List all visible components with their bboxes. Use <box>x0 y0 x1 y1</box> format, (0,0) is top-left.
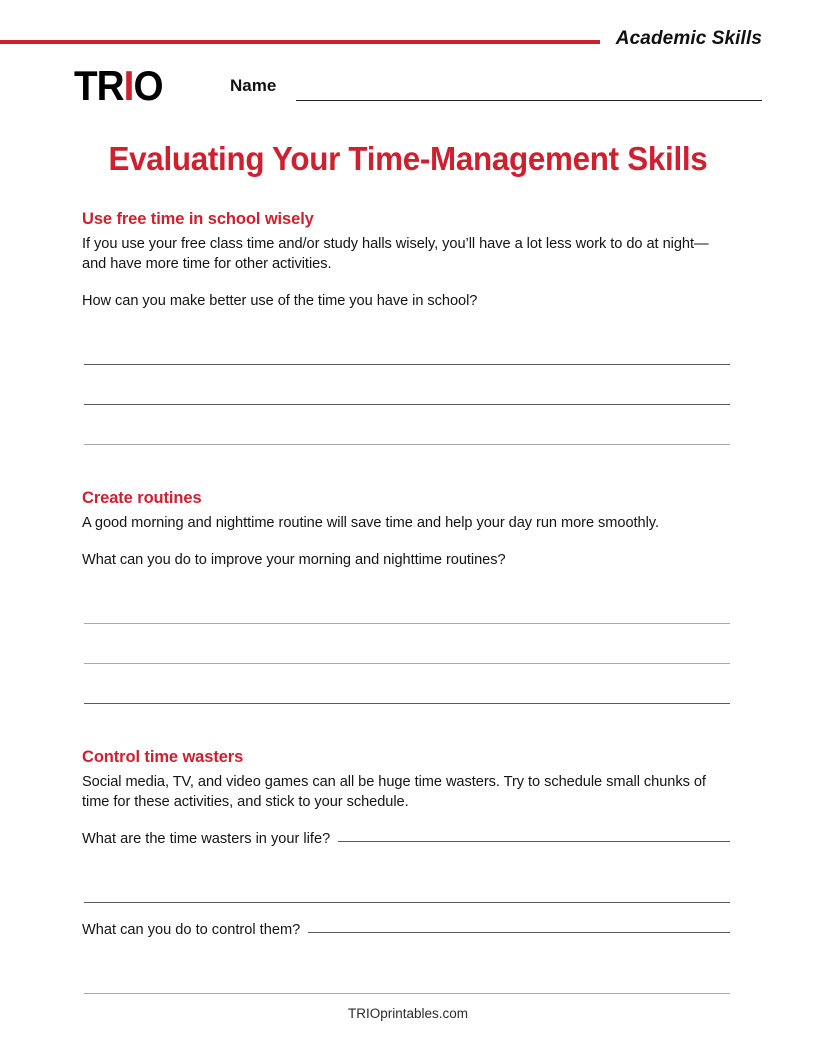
answer-line[interactable] <box>82 325 730 365</box>
section-heading: Create routines <box>82 489 202 507</box>
answer-line[interactable] <box>82 584 730 624</box>
section-heading: Control time wasters <box>82 748 244 766</box>
worksheet-content <box>82 210 730 994</box>
inline-answer-line[interactable] <box>338 841 730 842</box>
answer-lines <box>82 863 730 903</box>
trio-logo-part-3: O <box>133 62 163 109</box>
section-body: Social media, TV, and video games can all be huge time wasters. Try to schedule small chunks of time for these activities, and stick to your schedule. <box>82 774 706 810</box>
header-accent-rule <box>0 40 600 44</box>
section-use-free-time <box>82 210 730 445</box>
section-spacer <box>82 445 730 489</box>
brand-row <box>0 62 816 114</box>
page-title: Evaluating Your Time-Management Skills <box>108 140 708 177</box>
trio-logo <box>74 64 163 108</box>
section-control-time-wasters <box>82 748 730 994</box>
inline-question <box>82 829 730 849</box>
answer-line[interactable] <box>82 954 730 994</box>
section-body: If you use your free class time and/or study halls wisely, you’ll have a lot less work to do at night—and have more time for other activities. <box>82 236 709 272</box>
inline-question-text: What can you do to control them? <box>82 922 301 938</box>
answer-line[interactable] <box>82 863 730 903</box>
section-prompt: How can you make better use of the time you have in school? <box>82 293 478 309</box>
answer-line[interactable] <box>82 664 730 704</box>
inline-answer-line[interactable] <box>308 932 730 933</box>
answer-line[interactable] <box>82 624 730 664</box>
section-spacer <box>82 704 730 748</box>
section-heading: Use free time in school wisely <box>82 210 314 228</box>
header-kicker: Academic Skills <box>615 28 762 49</box>
section-prompt: What can you do to improve your morning and nighttime routines? <box>82 552 506 568</box>
answer-lines <box>82 584 730 704</box>
inline-question <box>82 920 730 940</box>
footer-url: TRIOprintables.com <box>347 1006 469 1021</box>
page-header <box>0 0 816 62</box>
answer-line[interactable] <box>82 365 730 405</box>
answer-line[interactable] <box>82 405 730 445</box>
name-label: Name <box>230 76 277 95</box>
answer-lines <box>82 325 730 445</box>
section-create-routines <box>82 489 730 704</box>
name-input-line[interactable] <box>296 100 762 101</box>
trio-logo-part-2: I <box>123 62 134 109</box>
trio-logo-part-1: TR <box>74 62 124 109</box>
section-body: A good morning and nighttime routine will save time and help your day run more smoothly. <box>82 515 659 531</box>
inline-question-text: What are the time wasters in your life? <box>82 831 331 847</box>
answer-lines <box>82 954 730 994</box>
